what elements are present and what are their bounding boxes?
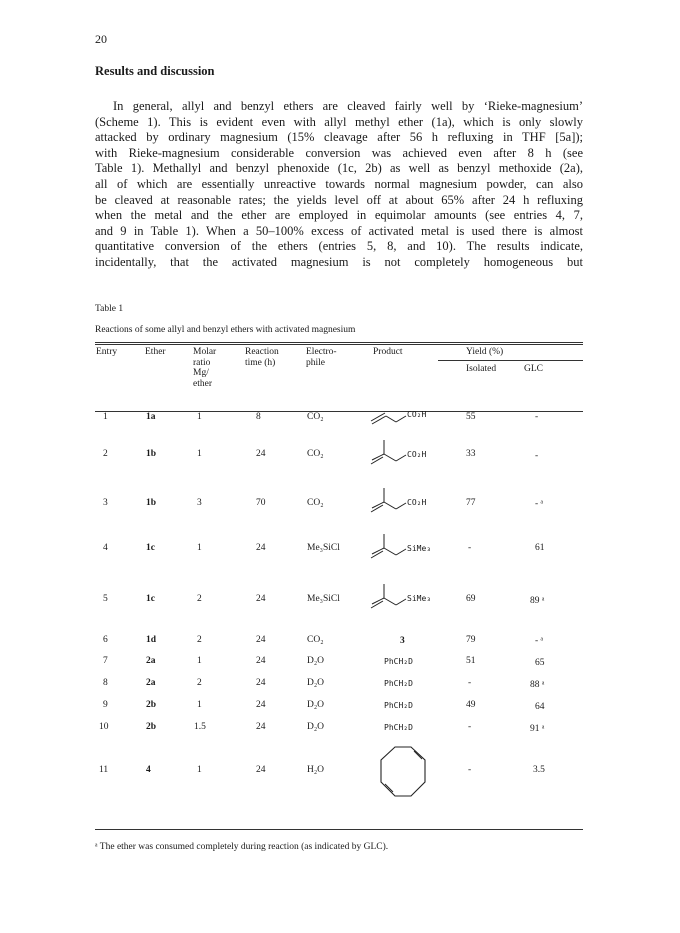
cell-entry: 7: [103, 656, 108, 666]
cell-isolated: 69: [466, 594, 476, 604]
paragraph-line: be cleaved at reasonable rates; the yields level off at about 65% after 24 h refluxing: [95, 192, 583, 207]
cell-electrophile: D₂O: [307, 722, 325, 732]
cell-ether: 1c: [146, 543, 155, 553]
table-top-rule-2: [95, 344, 583, 345]
cell-time: 8: [256, 412, 261, 422]
cell-time: 70: [256, 498, 266, 508]
cell-isolated: -: [468, 722, 472, 732]
cell-ether: 2a: [146, 678, 156, 688]
cell-entry: 5: [103, 594, 108, 604]
paragraph-line: In general, allyl and benzyl ethers are cleaved fairly well by ‘Rieke-magnesium’: [113, 99, 583, 113]
header-ether: Ether: [145, 347, 166, 357]
cell-entry: 11: [99, 765, 109, 775]
cell-ratio: 2: [197, 635, 202, 645]
cell-electrophile: CO₂: [307, 412, 324, 422]
cell-glc: 61: [535, 543, 545, 553]
paragraph-line: quantitative conversion of the ethers (entries 5, 8, and 10). The results indicate,: [95, 239, 583, 254]
cell-entry: 6: [103, 635, 108, 645]
header-yield: Yield (%): [466, 347, 504, 357]
cell-time: 24: [256, 765, 266, 775]
paragraph-line: incidentally, that the activated magnesium is not completely homogeneous but: [95, 254, 583, 269]
cell-time: 24: [256, 635, 266, 645]
cell-electrophile: D₂O: [307, 656, 325, 666]
paragraph-line: attacked by ordinary magnesium (15% cleavage after 56 h refluxing in THF [5a]);: [95, 130, 583, 145]
cell-ratio: 3: [197, 498, 202, 508]
header-product: Product: [373, 347, 403, 357]
cell-ratio: 1: [197, 765, 202, 775]
cell-glc: - ᵃ: [535, 636, 544, 646]
cell-isolated: 55: [466, 412, 476, 422]
cell-product: CO₂H: [407, 498, 427, 507]
cell-glc: 88 ᵃ: [530, 680, 545, 690]
header-glc: GLC: [524, 364, 543, 374]
cell-ratio: 1.5: [194, 722, 206, 732]
cell-electrophile: CO₂: [307, 449, 324, 459]
cell-product: PhCH₂D: [384, 723, 413, 732]
cell-isolated: 33: [466, 449, 476, 459]
cell-entry: 4: [103, 543, 108, 553]
section-heading: Results and discussion: [95, 64, 215, 78]
header-reaction-time: Reaction time (h): [245, 347, 279, 368]
paragraph-line: Table 1). Methallyl and benzyl phenoxide (1c, 2b) as well as benzyl methoxide (2a),: [95, 161, 583, 176]
cell-electrophile: Me₃SiCl: [307, 594, 340, 604]
cell-isolated: 49: [466, 700, 476, 710]
cyclooctadiene-ring-structure: [376, 744, 430, 802]
cell-entry: 2: [103, 449, 108, 459]
cell-time: 24: [256, 656, 266, 666]
table-footnote: ᵃ The ether was consumed completely during reaction (as indicated by GLC).: [95, 842, 389, 852]
cell-ether: 2b: [146, 722, 157, 732]
yield-group-rule: [438, 360, 583, 361]
cell-electrophile: D₂O: [307, 700, 325, 710]
cell-electrophile: CO₂: [307, 635, 324, 645]
cell-ether: 2b: [146, 700, 157, 710]
cell-product: SiMe₃: [407, 594, 432, 603]
cell-time: 24: [256, 678, 266, 688]
cell-product: PhCH₂D: [384, 679, 413, 688]
cell-time: 24: [256, 594, 266, 604]
header-molar-ratio: Molar ratio Mg/ ether: [193, 347, 217, 389]
cell-glc: 89 ᵃ: [530, 596, 545, 606]
paragraph-line: and 9 in Table 1). When a 50–100% excess of activated metal is used there is almost: [95, 223, 583, 238]
cell-ether: 1a: [146, 412, 156, 422]
cell-glc: 91 ᵃ: [530, 724, 545, 734]
cell-entry: 3: [103, 498, 108, 508]
cell-product: CO₂H: [407, 450, 427, 459]
cell-glc: 3.5: [533, 765, 545, 775]
body-paragraph: [95, 99, 583, 271]
cell-time: 24: [256, 722, 266, 732]
header-entry: Entry: [96, 347, 118, 357]
cell-entry: 10: [99, 722, 109, 732]
cell-ether: 2a: [146, 656, 156, 666]
cell-glc: -: [535, 412, 539, 422]
table-label: Table 1: [95, 304, 124, 314]
cell-product: PhCH₂D: [384, 701, 413, 710]
cell-glc: -: [535, 451, 539, 461]
page-number: 20: [95, 32, 107, 46]
cell-electrophile: CO₂: [307, 498, 324, 508]
table-header-rule: [95, 411, 583, 412]
cell-electrophile: Me₃SiCl: [307, 543, 340, 553]
cell-isolated: 79: [466, 635, 476, 645]
cell-ratio: 1: [197, 449, 202, 459]
cell-product: PhCH₂D: [384, 657, 413, 666]
header-electrophile: Electro- phile: [306, 347, 337, 368]
cell-entry: 9: [103, 700, 108, 710]
cell-glc: - ᵃ: [535, 499, 544, 509]
paragraph-line: when the metal and the ether are employed in equimolar amounts (see entries 4, 7,: [95, 208, 583, 223]
cell-ether: 1c: [146, 594, 155, 604]
cell-glc: 64: [535, 702, 545, 712]
paragraph-line: with Rieke-magnesium considerable conversion was achieved even after 8 h (see: [95, 145, 583, 160]
cell-glc: 65: [535, 658, 545, 668]
table-caption: Reactions of some allyl and benzyl ethers with activated magnesium: [95, 325, 356, 335]
cell-isolated: -: [468, 765, 472, 775]
header-isolated: Isolated: [466, 364, 497, 374]
cell-ratio: 1: [197, 412, 202, 422]
cell-ether: 1d: [146, 635, 157, 645]
cell-isolated: -: [468, 678, 472, 688]
cell-ether: 4: [146, 765, 151, 775]
cell-ratio: 2: [197, 594, 202, 604]
cell-electrophile: H₂O: [307, 765, 325, 775]
table-bottom-rule: [95, 829, 583, 830]
paragraph-line: all of which are essentially unreactive towards normal magnesium powder, can also: [95, 176, 583, 191]
cell-entry: 8: [103, 678, 108, 688]
cell-time: 24: [256, 449, 266, 459]
cell-ratio: 2: [197, 678, 202, 688]
cell-ether: 1b: [146, 449, 157, 459]
cell-ether: 1b: [146, 498, 157, 508]
cell-isolated: 77: [466, 498, 476, 508]
cell-isolated: 51: [466, 656, 476, 666]
paragraph-line: (Scheme 1). This is evident even with allyl methyl ether (1a), which is only slowly: [95, 114, 583, 129]
cell-product: SiMe₃: [407, 544, 432, 553]
cell-ratio: 1: [197, 656, 202, 666]
cell-time: 24: [256, 543, 266, 553]
cell-ratio: 1: [197, 543, 202, 553]
cell-product: 3: [400, 636, 405, 646]
cell-ratio: 1: [197, 700, 202, 710]
cell-electrophile: D₂O: [307, 678, 325, 688]
cell-entry: 1: [103, 412, 108, 422]
cell-time: 24: [256, 700, 266, 710]
table-top-rule: [95, 342, 583, 343]
cell-isolated: -: [468, 543, 472, 553]
cell-product: CO₂H: [407, 410, 427, 419]
